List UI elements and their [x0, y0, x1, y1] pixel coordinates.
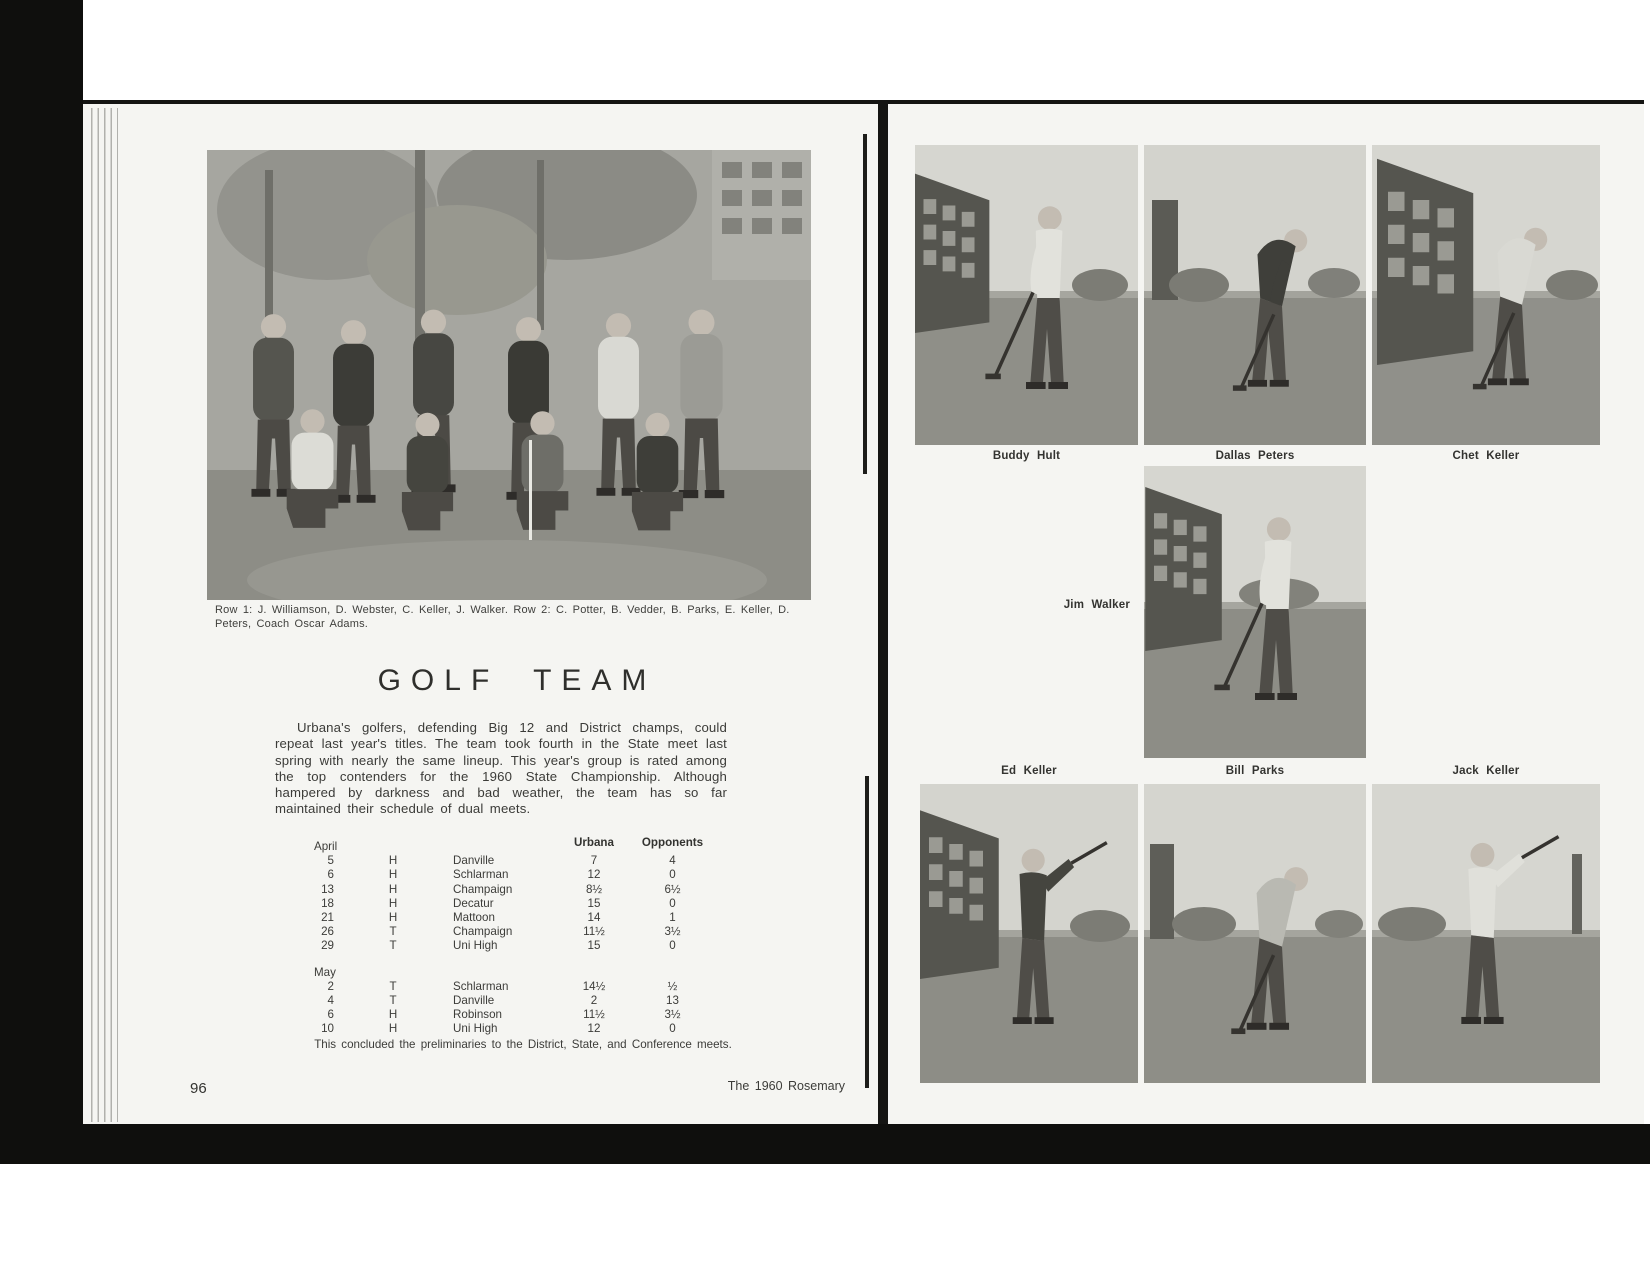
schedule-row — [300, 897, 715, 911]
player-photo-chet-keller — [1372, 145, 1600, 445]
schedule-cell-opp-score: 6½ — [664, 882, 681, 896]
schedule-cell-opp-score: 13 — [666, 994, 679, 1008]
schedule-rows — [300, 840, 715, 1037]
player-caption-chet-keller: Chet Keller — [1452, 450, 1520, 462]
schedule-cell-site: H — [388, 1022, 398, 1036]
schedule-cell-opponent: Uni High — [453, 939, 498, 953]
schedule-cell-day: 21 — [321, 911, 334, 925]
schedule-cell-team-score: 12 — [587, 868, 601, 882]
schedule-cell-site: H — [388, 1008, 398, 1022]
schedule-cell-site: T — [389, 994, 397, 1008]
schedule-row — [300, 994, 715, 1008]
schedule-row — [300, 925, 715, 939]
scan-black-border-left — [0, 0, 83, 1162]
schedule-cell-team-score: 8½ — [585, 882, 603, 896]
schedule-cell-team-score: 15 — [587, 896, 601, 910]
schedule-cell-day: 29 — [321, 939, 334, 953]
player-caption-jim-walker: Jim Walker — [1063, 599, 1130, 611]
schedule-cell-team-score: 14 — [587, 911, 601, 925]
book-gutter-shadow — [878, 104, 888, 1126]
schedule-cell-day: 26 — [321, 925, 334, 939]
schedule-cell-team-score: 2 — [590, 994, 598, 1008]
schedule-cell-team-score: 11½ — [583, 925, 605, 939]
page-number: 96 — [190, 1080, 207, 1097]
schedule-cell-team-score: 12 — [587, 1022, 601, 1036]
schedule-header-opponents: Opponents — [641, 836, 704, 849]
schedule-cell-opponent: Decatur — [453, 896, 494, 910]
player-photo-bill-parks — [1144, 784, 1366, 1083]
schedule-cell-day: 18 — [321, 896, 334, 910]
schedule-cell-day: 6 — [327, 868, 334, 882]
schedule-cell-opponent: Mattoon — [453, 911, 495, 925]
schedule-month-row — [300, 966, 715, 980]
schedule-cell-day: 6 — [327, 1008, 334, 1022]
footer-volume-title: The 1960 Rosemary — [727, 1079, 845, 1093]
schedule-cell-site: H — [388, 868, 398, 882]
schedule-row — [300, 1022, 715, 1036]
schedule-row — [300, 1008, 715, 1022]
player-caption-buddy-hult: Buddy Hult — [992, 450, 1061, 462]
schedule-cell-site: T — [389, 925, 397, 939]
schedule-month-label: April — [314, 840, 338, 853]
schedule-cell-opp-score: 4 — [669, 854, 676, 868]
schedule-cell-site: H — [388, 854, 398, 868]
player-caption-dallas-peters: Dallas Peters — [1215, 450, 1295, 462]
schedule-row — [300, 980, 715, 994]
schedule-cell-opponent: Danville — [453, 994, 495, 1008]
player-photo-buddy-hult — [915, 145, 1138, 445]
player-photo-ed-keller — [920, 784, 1138, 1083]
schedule-cell-opp-score: ½ — [667, 979, 678, 993]
player-photo-jack-keller — [1372, 784, 1600, 1083]
schedule-cell-opp-score: 0 — [669, 896, 676, 910]
schedule-cell-opponent: Robinson — [453, 1008, 502, 1022]
schedule-cell-site: T — [389, 939, 397, 953]
page-edge-stack — [86, 108, 118, 1122]
schedule-cell-day: 2 — [327, 979, 334, 993]
schedule-cell-opponent: Uni High — [453, 1022, 498, 1036]
player-caption-ed-keller: Ed Keller — [1001, 765, 1057, 777]
schedule-cell-site: H — [388, 896, 398, 910]
schedule-cell-opp-score: 0 — [669, 939, 676, 953]
schedule-cell-team-score: 15 — [587, 939, 601, 953]
schedule-cell-site: T — [389, 979, 397, 993]
player-photo-jim-walker — [1144, 466, 1366, 758]
schedule-row — [300, 854, 715, 868]
schedule-month-label: May — [314, 965, 336, 979]
schedule-header-team: Urbana — [574, 836, 614, 849]
schedule-cell-opp-score: 0 — [669, 1022, 676, 1036]
schedule-cell-day: 5 — [327, 854, 334, 868]
schedule-row — [300, 911, 715, 925]
schedule-cell-team-score: 7 — [590, 854, 598, 868]
gutter-shadow-mark — [863, 134, 867, 474]
schedule-row — [300, 868, 715, 882]
schedule-row — [300, 883, 715, 897]
schedule-cell-opponent: Schlarman — [453, 868, 509, 882]
team-photo-art — [207, 150, 811, 600]
schedule-month-row — [300, 840, 715, 854]
schedule-cell-opponent: Schlarman — [453, 979, 509, 993]
team-photo-caption: Row 1: J. Williamson, D. Webster, C. Keller, J. Walker. Row 2: C. Potter, B. Vedder, B. Parks, E. Keller, D. Peters, Coach Oscar Adams. — [215, 604, 790, 630]
schedule-cell-opp-score: 3½ — [664, 925, 681, 939]
schedule-cell-site: H — [388, 911, 398, 925]
schedule-cell-opp-score: 1 — [669, 911, 676, 925]
scan-black-border-bottom — [0, 1124, 1650, 1164]
team-photo — [207, 150, 811, 600]
schedule-cell-opponent: Champaign — [453, 925, 513, 939]
player-photo-dallas-peters — [1144, 145, 1366, 445]
player-caption-jack-keller: Jack Keller — [1452, 765, 1520, 777]
schedule-cell-site: H — [388, 882, 398, 896]
schedule-cell-day: 10 — [321, 1022, 334, 1036]
schedule-cell-opponent: Champaign — [453, 882, 513, 896]
body-paragraph: Urbana's golfers, defending Big 12 and District champs, could repeat last year's titles. The team took fourth in the State meet last spring with nearly the same lineup. This year's group is rated among the top contenders for the 1960 State Championship. Although hampered by darkness and bad weather, the team has so far maintained their schedule of dual meets. — [275, 720, 727, 817]
schedule-cell-day: 4 — [327, 994, 334, 1008]
closing-line: This concluded the preliminaries to the District, State, and Conference meets. — [314, 1038, 732, 1051]
schedule-cell-opponent: Danville — [453, 854, 495, 868]
schedule-row — [300, 939, 715, 953]
player-caption-bill-parks: Bill Parks — [1225, 765, 1285, 777]
schedule-cell-day: 13 — [321, 882, 334, 896]
schedule-cell-team-score: 11½ — [583, 1008, 605, 1022]
page-title: GOLF TEAM — [377, 664, 657, 697]
gutter-shadow-mark — [865, 776, 869, 1088]
schedule-cell-opp-score: 3½ — [664, 1008, 681, 1022]
schedule-cell-opp-score: 0 — [669, 868, 676, 882]
schedule-cell-team-score: 14½ — [582, 979, 606, 993]
